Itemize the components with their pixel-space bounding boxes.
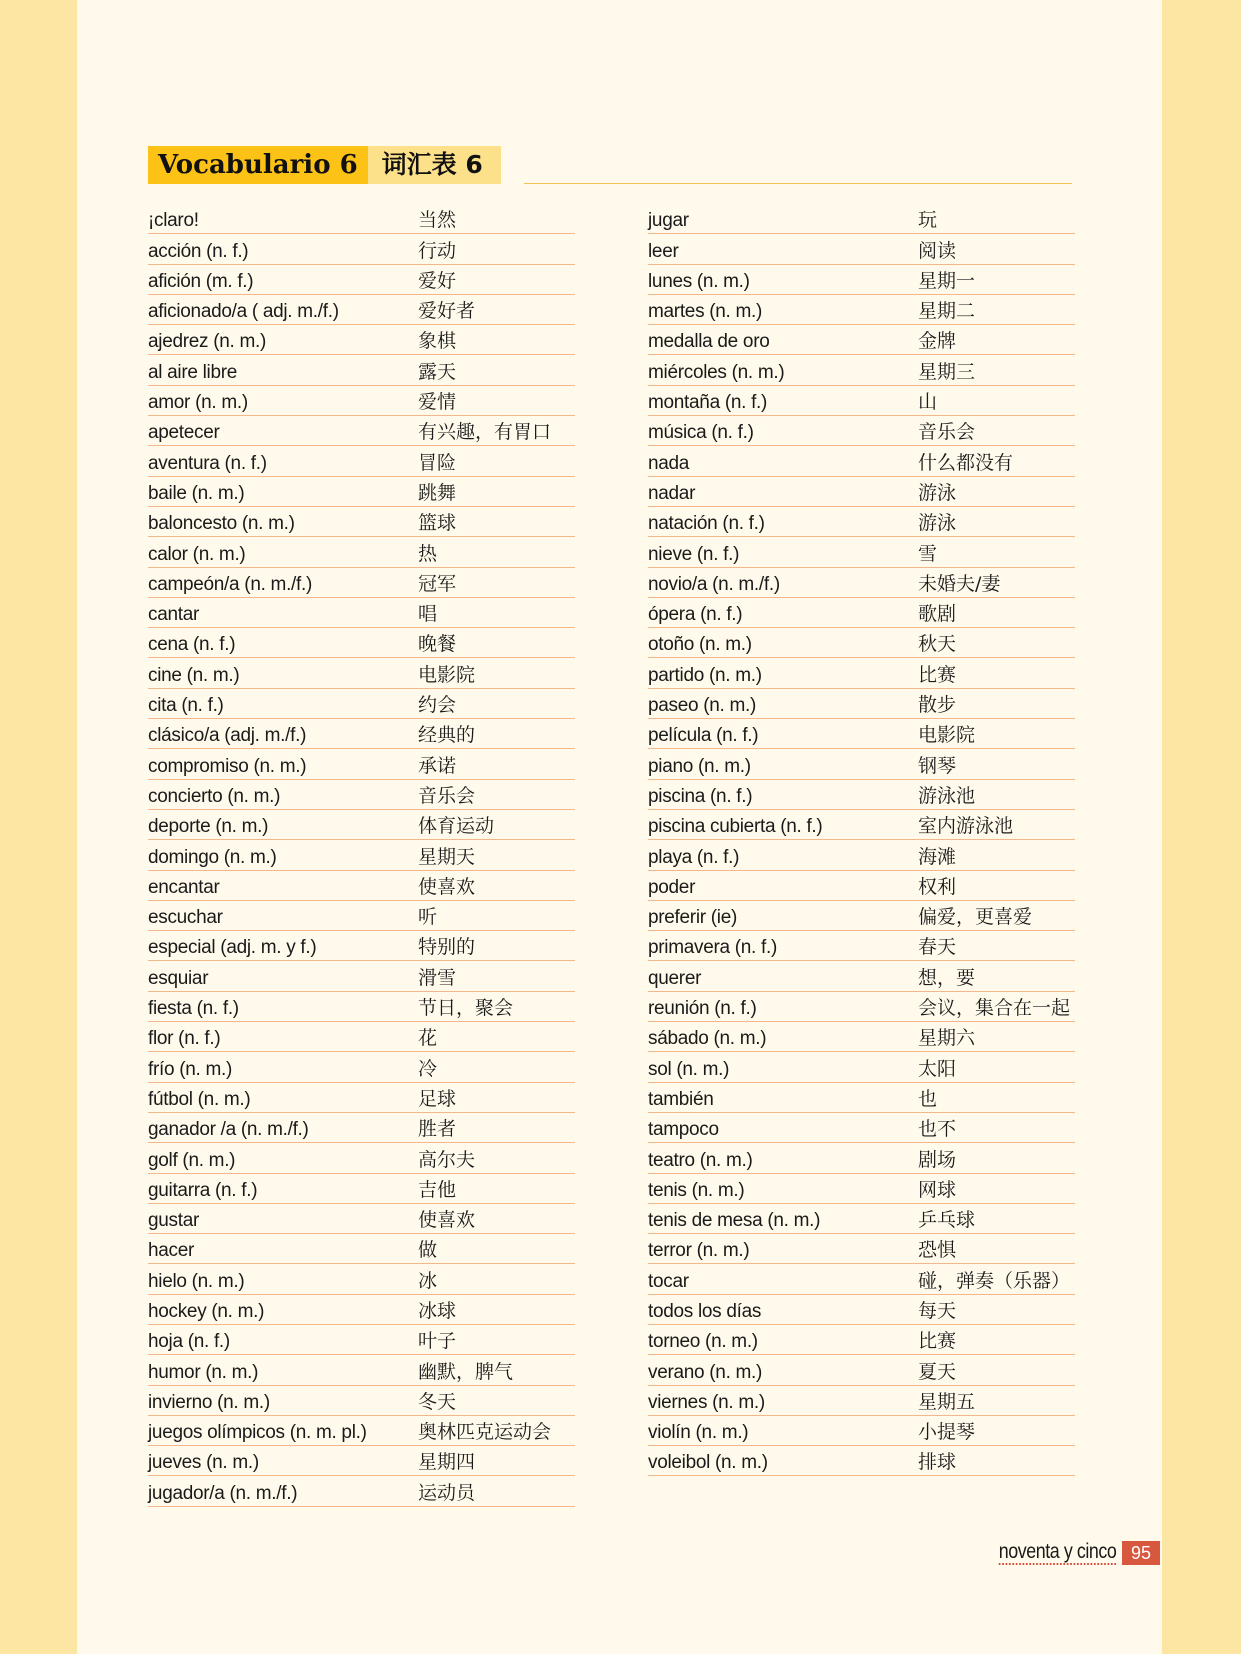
vocabulary-row bbox=[648, 265, 1075, 295]
spanish-term: humor (n. m.) bbox=[148, 1361, 259, 1383]
header-title-es: Vocabulario 6 bbox=[148, 146, 368, 184]
header-title-zh: 词汇表 6 bbox=[368, 146, 501, 184]
spanish-term: piscina cubierta (n. f.) bbox=[648, 816, 823, 838]
vocabulary-row bbox=[648, 1204, 1075, 1234]
spanish-term: golf (n. m.) bbox=[148, 1149, 236, 1171]
vocabulary-row bbox=[148, 689, 575, 719]
chinese-translation: 星期四 bbox=[418, 1451, 476, 1474]
chinese-translation: 约会 bbox=[418, 694, 457, 717]
chinese-translation: 室内游泳池 bbox=[918, 815, 1014, 838]
chinese-translation: 冰 bbox=[418, 1269, 438, 1292]
chinese-translation: 星期五 bbox=[918, 1390, 976, 1413]
chinese-translation: 网球 bbox=[918, 1178, 957, 1201]
vocabulary-row bbox=[648, 507, 1075, 537]
chinese-translation: 承诺 bbox=[418, 754, 457, 777]
spanish-term: baile (n. m.) bbox=[148, 482, 245, 504]
spanish-term: campeón/a (n. m./f.) bbox=[148, 573, 313, 595]
vocabulary-row bbox=[648, 871, 1075, 901]
vocabulary-row bbox=[148, 1113, 575, 1143]
vocabulary-row bbox=[648, 1295, 1075, 1325]
vocabulary-row bbox=[648, 386, 1075, 416]
vocabulary-row bbox=[648, 901, 1075, 931]
chinese-translation: 特别的 bbox=[418, 936, 476, 959]
chinese-translation: 山 bbox=[918, 391, 938, 414]
spanish-term: violín (n. m.) bbox=[648, 1422, 749, 1444]
spanish-term: calor (n. m.) bbox=[148, 543, 246, 565]
vocabulary-row bbox=[648, 1022, 1075, 1052]
spanish-term: escuchar bbox=[148, 907, 223, 929]
chinese-translation: 也不 bbox=[918, 1118, 957, 1141]
vocabulary-row bbox=[648, 1264, 1075, 1294]
vocabulary-row bbox=[148, 719, 575, 749]
chinese-translation: 恐惧 bbox=[918, 1239, 957, 1262]
spanish-term: cantar bbox=[148, 604, 200, 626]
spanish-term: al aire libre bbox=[148, 361, 238, 383]
chinese-translation: 比赛 bbox=[918, 1330, 957, 1353]
spanish-term: novio/a (n. m./f.) bbox=[648, 573, 780, 595]
vocabulary-row bbox=[648, 1355, 1075, 1385]
vocabulary-row bbox=[148, 780, 575, 810]
chinese-translation: 钢琴 bbox=[918, 754, 957, 777]
vocabulary-row bbox=[148, 1083, 575, 1113]
vocabulary-row bbox=[648, 477, 1075, 507]
chinese-translation: 爱情 bbox=[418, 391, 457, 414]
vocabulary-row bbox=[648, 568, 1075, 598]
chinese-translation: 音乐会 bbox=[918, 421, 976, 444]
vocabulary-row bbox=[648, 1174, 1075, 1204]
chinese-translation: 玩 bbox=[918, 209, 938, 232]
spanish-term: todos los días bbox=[648, 1300, 762, 1322]
vocabulary-row bbox=[148, 1446, 575, 1476]
vocabulary-row bbox=[648, 295, 1075, 325]
spanish-term: hoja (n. f.) bbox=[148, 1331, 230, 1353]
chinese-translation: 经典的 bbox=[418, 724, 476, 747]
spanish-term: primavera (n. f.) bbox=[648, 937, 777, 959]
spanish-term: especial (adj. m. y f.) bbox=[148, 937, 317, 959]
spanish-term: martes (n. m.) bbox=[648, 301, 763, 323]
spanish-term: compromiso (n. m.) bbox=[148, 755, 307, 777]
vocabulary-row bbox=[148, 1386, 575, 1416]
chinese-translation: 节日，聚会 bbox=[418, 997, 514, 1020]
chinese-translation: 行动 bbox=[418, 239, 457, 262]
spanish-term: jueves (n. m.) bbox=[148, 1452, 259, 1474]
spanish-term: esquiar bbox=[148, 967, 209, 989]
spanish-term: nadar bbox=[648, 482, 696, 504]
spanish-term: también bbox=[648, 1088, 714, 1110]
chinese-translation: 篮球 bbox=[418, 512, 457, 535]
spanish-term: clásico/a (adj. m./f.) bbox=[148, 725, 307, 747]
chinese-translation: 晚餐 bbox=[418, 633, 457, 656]
chinese-translation: 当然 bbox=[418, 209, 457, 232]
spanish-term: deporte (n. m.) bbox=[148, 816, 269, 838]
chinese-translation: 游泳池 bbox=[918, 784, 976, 807]
chinese-translation: 歌剧 bbox=[918, 603, 957, 626]
vocabulary-row bbox=[148, 295, 575, 325]
chinese-translation: 冬天 bbox=[418, 1390, 457, 1413]
chinese-translation: 足球 bbox=[418, 1087, 457, 1110]
spanish-term: teatro (n. m.) bbox=[648, 1149, 753, 1171]
spanish-term: nada bbox=[648, 452, 690, 474]
chinese-translation: 电影院 bbox=[418, 663, 476, 686]
chinese-translation: 会议，集合在一起 bbox=[918, 997, 1071, 1020]
spanish-term: hacer bbox=[148, 1240, 195, 1262]
chinese-translation: 雪 bbox=[918, 542, 938, 565]
spanish-term: música (n. f.) bbox=[648, 422, 754, 444]
spanish-term: cena (n. f.) bbox=[148, 634, 236, 656]
chinese-translation: 海滩 bbox=[918, 845, 957, 868]
spanish-term: playa (n. f.) bbox=[648, 846, 740, 868]
vocabulary-row bbox=[148, 749, 575, 779]
spanish-term: leer bbox=[648, 240, 679, 262]
vocabulary-row bbox=[648, 416, 1075, 446]
chinese-translation: 阅读 bbox=[918, 239, 957, 262]
vocabulary-row bbox=[648, 658, 1075, 688]
chinese-translation: 金牌 bbox=[918, 330, 957, 353]
chinese-translation: 每天 bbox=[918, 1299, 957, 1322]
vocabulary-row bbox=[648, 325, 1075, 355]
chinese-translation: 比赛 bbox=[918, 663, 957, 686]
vocabulary-row bbox=[648, 598, 1075, 628]
vocabulary-row bbox=[148, 507, 575, 537]
chinese-translation: 偏爱，更喜爱 bbox=[918, 906, 1033, 929]
chinese-translation: 跳舞 bbox=[418, 481, 457, 504]
chinese-translation: 花 bbox=[418, 1027, 438, 1050]
spanish-term: baloncesto (n. m.) bbox=[148, 513, 295, 535]
chinese-translation: 夏天 bbox=[918, 1360, 957, 1383]
spanish-term: domingo (n. m.) bbox=[148, 846, 277, 868]
vocabulary-row bbox=[648, 719, 1075, 749]
vocabulary-row bbox=[148, 386, 575, 416]
spanish-term: ajedrez (n. m.) bbox=[148, 331, 266, 353]
chinese-translation: 电影院 bbox=[918, 724, 976, 747]
vocabulary-row bbox=[148, 1143, 575, 1173]
page-number-badge: 95 bbox=[1122, 1541, 1160, 1565]
spanish-term: tampoco bbox=[648, 1119, 719, 1141]
chinese-translation: 高尔夫 bbox=[418, 1148, 476, 1171]
chinese-translation: 太阳 bbox=[918, 1057, 957, 1080]
vocabulary-row bbox=[148, 1295, 575, 1325]
vocabulary-row bbox=[148, 446, 575, 476]
vocabulary-row bbox=[648, 234, 1075, 264]
spanish-term: viernes (n. m.) bbox=[648, 1391, 765, 1413]
spanish-term: afición (m. f.) bbox=[148, 270, 254, 292]
vocabulary-row bbox=[148, 234, 575, 264]
vocabulary-row bbox=[648, 961, 1075, 991]
spanish-term: sol (n. m.) bbox=[648, 1058, 730, 1080]
vocabulary-row bbox=[148, 265, 575, 295]
vocabulary-row bbox=[648, 780, 1075, 810]
spanish-term: nieve (n. f.) bbox=[648, 543, 740, 565]
chinese-translation: 做 bbox=[418, 1239, 438, 1262]
spanish-term: lunes (n. m.) bbox=[648, 270, 750, 292]
vocabulary-row bbox=[148, 568, 575, 598]
chinese-translation: 星期二 bbox=[918, 300, 976, 323]
spanish-term: otoño (n. m.) bbox=[648, 634, 752, 656]
chinese-translation: 剧场 bbox=[918, 1148, 957, 1171]
vocabulary-row bbox=[648, 1234, 1075, 1264]
vocabulary-row bbox=[648, 1325, 1075, 1355]
chinese-translation: 叶子 bbox=[418, 1330, 457, 1353]
chinese-translation: 冰球 bbox=[418, 1299, 457, 1322]
chinese-translation: 使喜欢 bbox=[418, 875, 476, 898]
vocabulary-row bbox=[648, 810, 1075, 840]
vocabulary-row bbox=[648, 1052, 1075, 1082]
chinese-translation: 星期一 bbox=[918, 269, 976, 292]
vocabulary-row bbox=[648, 992, 1075, 1022]
vocabulary-row bbox=[148, 901, 575, 931]
chinese-translation: 体育运动 bbox=[418, 815, 495, 838]
vocabulary-row bbox=[148, 477, 575, 507]
vocabulary-row bbox=[648, 749, 1075, 779]
vocabulary-row bbox=[148, 961, 575, 991]
chinese-translation: 听 bbox=[418, 906, 438, 929]
spanish-term: cine (n. m.) bbox=[148, 664, 240, 686]
chinese-translation: 想，要 bbox=[918, 966, 976, 989]
spanish-term: guitarra (n. f.) bbox=[148, 1179, 258, 1201]
spanish-term: frío (n. m.) bbox=[148, 1058, 233, 1080]
chinese-translation: 爱好者 bbox=[418, 300, 476, 323]
vocabulary-row bbox=[648, 204, 1075, 234]
chinese-translation: 排球 bbox=[918, 1451, 957, 1474]
chinese-translation: 爱好 bbox=[418, 269, 457, 292]
vocabulary-right-column bbox=[648, 204, 1075, 1476]
chinese-translation: 胜者 bbox=[418, 1118, 457, 1141]
chinese-translation: 使喜欢 bbox=[418, 1209, 476, 1232]
chinese-translation: 碰，弹奏（乐器） bbox=[918, 1269, 1071, 1292]
chinese-translation: 热 bbox=[418, 542, 438, 565]
vocabulary-row bbox=[148, 325, 575, 355]
chinese-translation: 权利 bbox=[918, 875, 957, 898]
vocabulary-row bbox=[648, 355, 1075, 385]
chinese-translation: 露天 bbox=[418, 360, 457, 383]
vocabulary-row bbox=[148, 416, 575, 446]
chinese-translation: 也 bbox=[918, 1087, 938, 1110]
vocabulary-row bbox=[648, 446, 1075, 476]
chinese-translation: 什么都没有 bbox=[918, 451, 1014, 474]
vocabulary-row bbox=[648, 931, 1075, 961]
vocabulary-row bbox=[148, 1204, 575, 1234]
chinese-translation: 乒乓球 bbox=[918, 1209, 976, 1232]
vocabulary-left-column bbox=[148, 204, 575, 1507]
spanish-term: gustar bbox=[148, 1210, 200, 1232]
spanish-term: natación (n. f.) bbox=[648, 513, 765, 535]
chinese-translation: 有兴趣，有胃口 bbox=[418, 421, 552, 444]
vocabulary-row bbox=[148, 658, 575, 688]
vocabulary-row bbox=[148, 992, 575, 1022]
vocabulary-row bbox=[648, 1416, 1075, 1446]
chinese-translation: 运动员 bbox=[418, 1481, 476, 1504]
spanish-term: apetecer bbox=[148, 422, 220, 444]
chinese-translation: 星期三 bbox=[918, 360, 976, 383]
chinese-translation: 游泳 bbox=[918, 481, 957, 504]
vocabulary-row bbox=[148, 204, 575, 234]
spanish-term: poder bbox=[648, 876, 696, 898]
chinese-translation: 奥林匹克运动会 bbox=[418, 1421, 552, 1444]
vocabulary-row bbox=[648, 689, 1075, 719]
vocabulary-row bbox=[148, 355, 575, 385]
vocabulary-row bbox=[648, 1143, 1075, 1173]
spanish-term: partido (n. m.) bbox=[648, 664, 762, 686]
spanish-term: jugador/a (n. m./f.) bbox=[148, 1482, 298, 1504]
spanish-term: fiesta (n. f.) bbox=[148, 998, 239, 1020]
chinese-translation: 象棋 bbox=[418, 330, 457, 353]
spanish-term: sábado (n. m.) bbox=[648, 1028, 767, 1050]
spanish-term: voleibol (n. m.) bbox=[648, 1452, 768, 1474]
spanish-term: tenis de mesa (n. m.) bbox=[648, 1210, 821, 1232]
spanish-term: paseo (n. m.) bbox=[648, 695, 757, 717]
chinese-translation: 冒险 bbox=[418, 451, 457, 474]
spanish-term: ¡claro! bbox=[148, 210, 199, 232]
vocabulary-row bbox=[148, 1264, 575, 1294]
vocabulary-row bbox=[148, 810, 575, 840]
chinese-translation: 春天 bbox=[918, 936, 957, 959]
spanish-term: medalla de oro bbox=[648, 331, 770, 353]
vocabulary-row bbox=[148, 537, 575, 567]
spanish-term: amor (n. m.) bbox=[148, 392, 248, 414]
chinese-translation: 音乐会 bbox=[418, 784, 476, 807]
vocabulary-row bbox=[148, 1325, 575, 1355]
vocabulary-row bbox=[148, 1416, 575, 1446]
vocabulary-row bbox=[648, 1446, 1075, 1476]
chinese-translation: 游泳 bbox=[918, 512, 957, 535]
vocabulary-row bbox=[648, 840, 1075, 870]
chinese-translation: 冷 bbox=[418, 1057, 438, 1080]
spanish-term: miércoles (n. m.) bbox=[648, 361, 785, 383]
chinese-translation: 幽默，脾气 bbox=[418, 1360, 514, 1383]
spanish-term: hielo (n. m.) bbox=[148, 1270, 245, 1292]
spanish-term: aventura (n. f.) bbox=[148, 452, 267, 474]
chinese-translation: 唱 bbox=[418, 603, 438, 626]
spanish-term: jugar bbox=[648, 210, 689, 232]
spanish-term: tenis (n. m.) bbox=[648, 1179, 745, 1201]
spanish-term: encantar bbox=[148, 876, 220, 898]
vocabulary-header bbox=[148, 146, 501, 184]
chinese-translation: 吉他 bbox=[418, 1178, 457, 1201]
vocabulary-row bbox=[148, 1355, 575, 1385]
vocabulary-row bbox=[148, 598, 575, 628]
chinese-translation: 星期六 bbox=[918, 1027, 976, 1050]
chinese-translation: 星期天 bbox=[418, 845, 476, 868]
vocabulary-row bbox=[148, 1174, 575, 1204]
vocabulary-row bbox=[148, 840, 575, 870]
spanish-term: ópera (n. f.) bbox=[648, 604, 743, 626]
spanish-term: terror (n. m.) bbox=[648, 1240, 750, 1262]
spanish-term: querer bbox=[648, 967, 702, 989]
vocabulary-row bbox=[648, 1386, 1075, 1416]
vocabulary-row bbox=[148, 1476, 575, 1506]
vocabulary-row bbox=[648, 628, 1075, 658]
vocabulary-row bbox=[648, 1113, 1075, 1143]
chinese-translation: 小提琴 bbox=[918, 1421, 976, 1444]
chinese-translation: 散步 bbox=[918, 694, 957, 717]
spanish-term: aficionado/a ( adj. m./f.) bbox=[148, 301, 339, 323]
spanish-term: invierno (n. m.) bbox=[148, 1391, 270, 1413]
vocabulary-row bbox=[148, 1234, 575, 1264]
spanish-term: piscina (n. f.) bbox=[648, 785, 753, 807]
vocabulary-row bbox=[648, 1083, 1075, 1113]
spanish-term: juegos olímpicos (n. m. pl.) bbox=[148, 1422, 367, 1444]
spanish-term: preferir (ie) bbox=[648, 907, 738, 929]
spanish-term: cita (n. f.) bbox=[148, 695, 224, 717]
spanish-term: verano (n. m.) bbox=[648, 1361, 763, 1383]
spanish-term: torneo (n. m.) bbox=[648, 1331, 758, 1353]
page-footer bbox=[978, 1540, 1160, 1566]
spanish-term: acción (n. f.) bbox=[148, 240, 249, 262]
spanish-term: flor (n. f.) bbox=[148, 1028, 221, 1050]
spanish-term: hockey (n. m.) bbox=[148, 1300, 265, 1322]
vocabulary-row bbox=[148, 1022, 575, 1052]
spanish-term: montaña (n. f.) bbox=[648, 392, 768, 414]
chinese-translation: 秋天 bbox=[918, 633, 957, 656]
vocabulary-row bbox=[148, 628, 575, 658]
spanish-term: tocar bbox=[648, 1270, 689, 1292]
spanish-term: ganador /a (n. m./f.) bbox=[148, 1119, 309, 1141]
header-divider bbox=[524, 183, 1072, 184]
chinese-translation: 冠军 bbox=[418, 572, 457, 595]
page-number-words: noventa y cinco bbox=[998, 1540, 1116, 1563]
spanish-term: fútbol (n. m.) bbox=[148, 1088, 251, 1110]
vocabulary-row bbox=[648, 537, 1075, 567]
spanish-term: reunión (n. f.) bbox=[648, 998, 757, 1020]
spanish-term: película (n. f.) bbox=[648, 725, 759, 747]
vocabulary-row bbox=[148, 1052, 575, 1082]
vocabulary-row bbox=[148, 871, 575, 901]
chinese-translation: 未婚夫/妻 bbox=[918, 572, 1001, 595]
chinese-translation: 滑雪 bbox=[418, 966, 457, 989]
spanish-term: concierto (n. m.) bbox=[148, 785, 281, 807]
vocabulary-row bbox=[148, 931, 575, 961]
spanish-term: piano (n. m.) bbox=[648, 755, 751, 777]
